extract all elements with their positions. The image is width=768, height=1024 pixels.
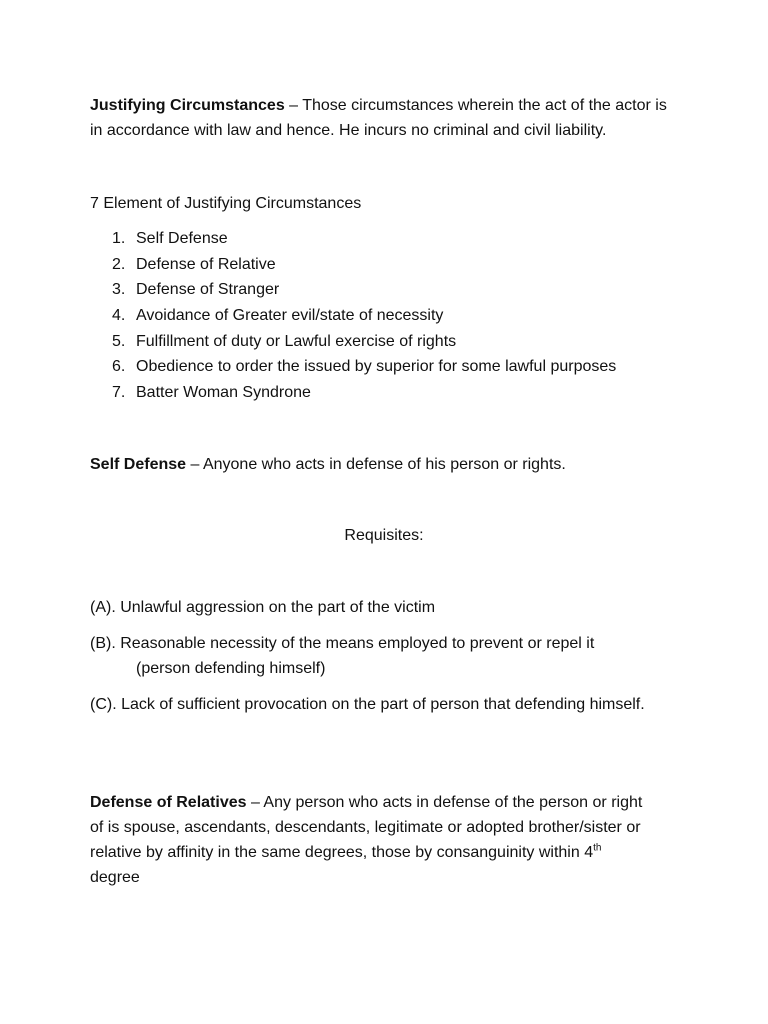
list-item (112, 252, 616, 278)
defense-of-relatives-paragraph (90, 790, 655, 890)
requisite-b (90, 631, 690, 681)
list-item-label: Avoidance of Greater evil/state of necessity (136, 307, 444, 325)
list-number: 6. (112, 358, 126, 376)
requisite-b-line1: (B). Reasonable necessity of the means employed to prevent or repel it (90, 635, 595, 652)
justifying-circumstances-definition: Those circumstances wherein the act of the actor is in accordance with law and hence. He incurs no criminal and civil liability. (90, 97, 667, 139)
list-item (112, 354, 616, 380)
self-defense-paragraph (90, 452, 690, 477)
list-item-label: Obedience to order the issued by superior for some lawful purposes (136, 358, 617, 376)
justifying-circumstances-term: Justifying Circumstances (90, 97, 285, 114)
list-item-label: Batter Woman Syndrone (136, 384, 311, 402)
list-item (112, 329, 616, 355)
list-number: 4. (112, 307, 126, 325)
list-item (112, 303, 616, 329)
list-item-label: Fulfillment of duty or Lawful exercise of rights (136, 332, 457, 350)
term-dash: – (186, 456, 203, 473)
requisite-b-line2: (person defending himself) (136, 660, 326, 677)
self-defense-term: Self Defense (90, 456, 187, 473)
list-number: 5. (112, 332, 126, 350)
defense-of-relatives-definition: Any person who acts in defense of the person or right of is spouse, ascendants, descendants, legitimate or adopted brother/sister or relative by affinity in the same degrees, those by consanguinity within 4 (90, 794, 643, 861)
list-number: 1. (112, 230, 126, 247)
defense-of-relatives-term: Defense of Relatives (90, 794, 247, 811)
list-number: 7. (112, 384, 126, 402)
list-item-label: Defense of Relative (136, 255, 276, 273)
elements-list (112, 226, 616, 406)
defense-of-relatives-tail: degree (90, 869, 140, 886)
list-item-label: Defense of Stranger (136, 281, 280, 299)
list-item (112, 380, 616, 406)
term-dash: – (284, 97, 303, 114)
requisite-a: (A). Unlawful aggression on the part of the victim (90, 599, 436, 616)
list-item (112, 226, 616, 252)
justifying-circumstances-paragraph (90, 93, 680, 143)
requisite-c: (C). Lack of sufficient provocation on the part of person that defending himself. (90, 696, 645, 713)
list-number: 2. (112, 255, 126, 273)
elements-heading: 7 Element of Justifying Circumstances (90, 195, 362, 212)
requisites-heading: Requisites: (344, 527, 424, 544)
list-number: 3. (112, 281, 126, 299)
list-item (112, 277, 616, 303)
term-dash: – (246, 794, 264, 811)
self-defense-definition: Anyone who acts in defense of his person or rights. (202, 456, 566, 473)
list-item-label: Self Defense (136, 230, 228, 247)
ordinal-superscript: th (593, 842, 602, 854)
